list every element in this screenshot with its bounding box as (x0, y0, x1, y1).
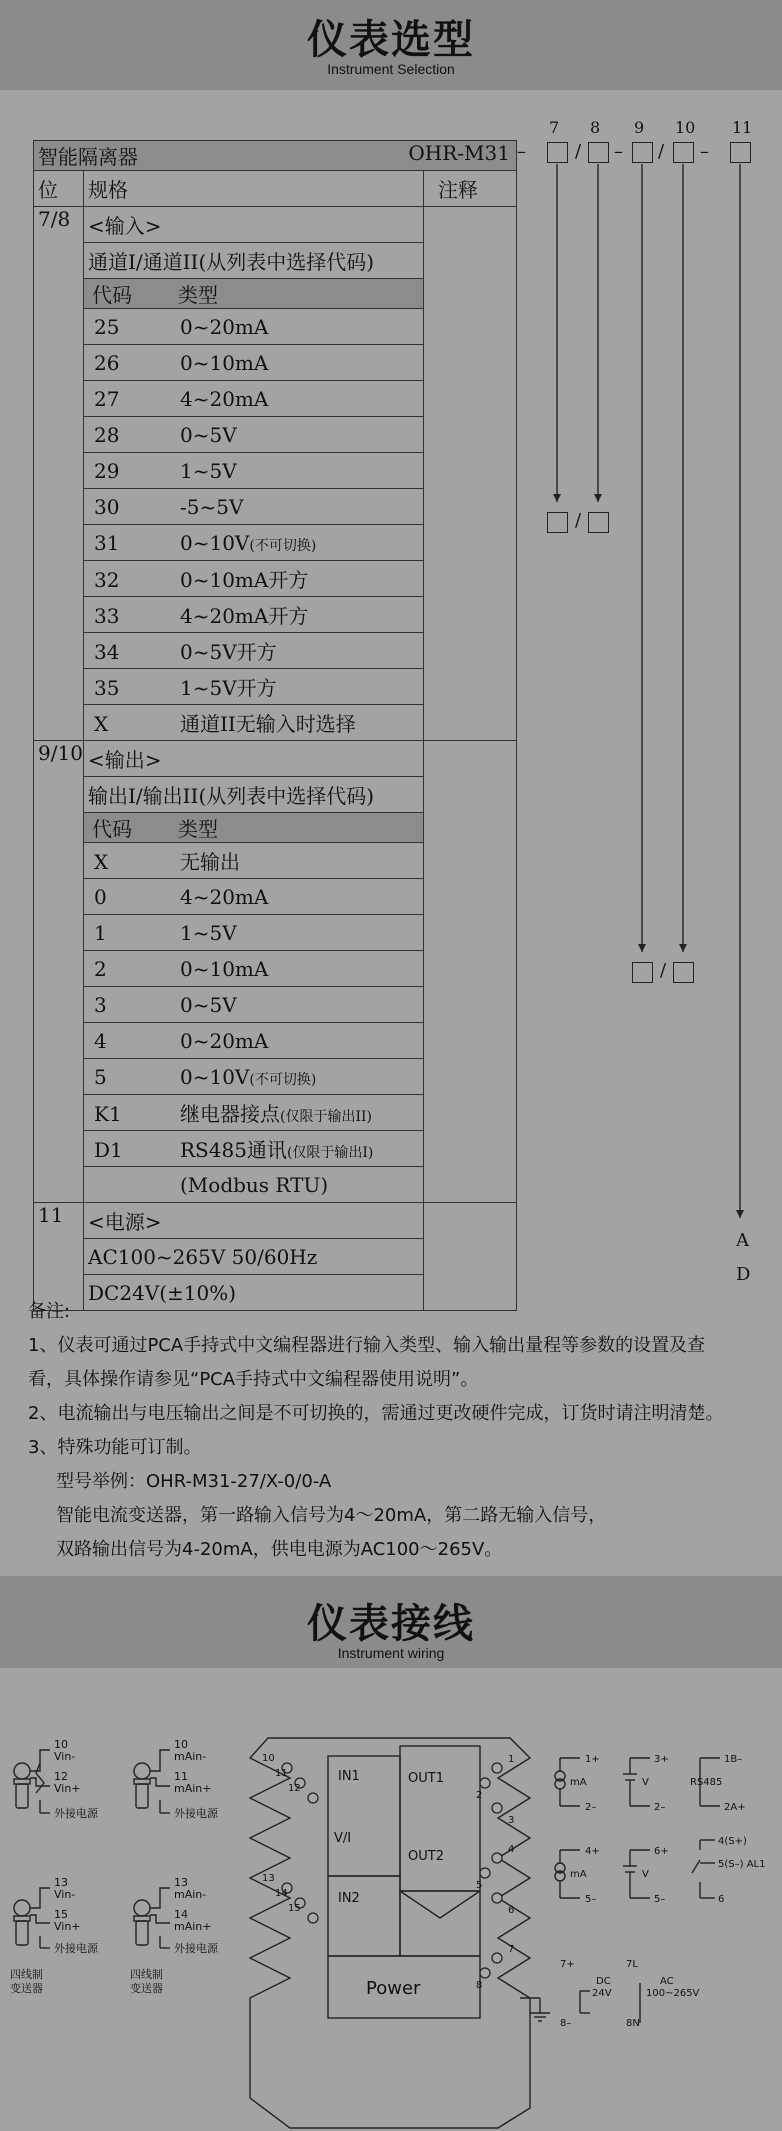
output-option-type: 1~5V (180, 920, 237, 945)
output-option-code: D1 (94, 1138, 123, 1162)
s2-t2: 11 (174, 1770, 188, 1783)
input-option-code: 32 (94, 568, 120, 592)
arrow-head (638, 944, 646, 952)
input-col-type: 类型 (178, 283, 218, 307)
out2-v-unit: V (642, 1869, 649, 1880)
s3-t2: 15 (54, 1908, 68, 1921)
input-option-code: 33 (94, 604, 120, 628)
rs485-label: RS485 (690, 1777, 723, 1788)
lt-12: 12 (288, 1783, 301, 1794)
rt-4: 4 (508, 1844, 515, 1855)
out1-ma-minus: 2– (585, 1802, 597, 1813)
input-option-type: 1~5V (180, 458, 237, 483)
rt-7: 7 (508, 1944, 515, 1955)
output-option-code: 4 (94, 1028, 107, 1053)
dash-glyph: – (517, 141, 526, 162)
dc-minus: 8– (560, 2018, 572, 2029)
sensor-icon (134, 1750, 170, 1813)
selection-title: 仪表选型 (307, 17, 475, 63)
out1-v-plus: 3+ (654, 1754, 669, 1765)
wiring-title: 仪表接线 (307, 1601, 475, 1647)
four-wire-2b: 变送器 (130, 1982, 163, 1995)
s1-t1: 10 (54, 1738, 68, 1751)
out2-v-plus: 6+ (654, 1846, 669, 1857)
arrow-head (553, 494, 561, 502)
arrow-head (679, 944, 687, 952)
example-line: 型号举例：OHR-M31-27/X-0/0-A (56, 1471, 332, 1492)
output-option-note: (仅限于输出I) (286, 1145, 374, 1161)
output-option-code: 5 (94, 1064, 107, 1089)
notes-title: 备注: (28, 1301, 71, 1322)
input-option-type: 通道II无输入时选择 (180, 712, 356, 736)
relay-b: 5(S–) AL1 (718, 1859, 766, 1870)
input-option-code: 25 (94, 314, 120, 339)
power-code-d: D (736, 1264, 751, 1285)
out2-ma-minus: 5– (585, 1894, 597, 1905)
output-pos-label: 9/10 (38, 741, 83, 765)
sensor-icon (14, 1888, 50, 1948)
s1-t2l: Vin+ (54, 1782, 81, 1795)
s1-ext: 外接电源 (54, 1807, 98, 1820)
arrow-head (736, 1210, 744, 1218)
rt-3: 3 (508, 1815, 515, 1826)
input-option-code: 34 (94, 640, 120, 664)
s1-t2: 12 (54, 1770, 68, 1783)
output-option-code: X (94, 850, 109, 874)
output-option-code: 0 (94, 884, 107, 909)
s4-t2l: mAin+ (174, 1920, 212, 1933)
label-power: Power (366, 1978, 421, 1999)
label-out2: OUT2 (408, 1849, 444, 1864)
label-vi: V/I (334, 1831, 352, 1846)
rt-2: 2 (476, 1790, 483, 1801)
power-code-a: A (736, 1230, 749, 1251)
s3-t1l: Vin- (54, 1888, 76, 1901)
dc-l2: 24V (592, 1988, 612, 1999)
output-subtitle-text: 输出I/输出II(从列表中选择代码) (88, 784, 375, 808)
output-label-text: <输出> (88, 748, 162, 772)
label-out1: OUT1 (408, 1771, 444, 1786)
dash-glyph: – (700, 141, 709, 162)
rt-6: 6 (508, 1905, 515, 1916)
ac-l1: AC (660, 1976, 674, 1987)
out2-ma-unit: mA (570, 1869, 587, 1880)
input-option-code: 26 (94, 350, 120, 375)
arrow-head (594, 494, 602, 502)
col-pos-label: 位 (38, 178, 58, 202)
ac-l2: 100~265V (646, 1988, 700, 1999)
dash-glyph: – (614, 141, 623, 162)
output-option-code: K1 (94, 1102, 122, 1126)
power-option-type: AC100~265V 50/60Hz (88, 1244, 318, 1269)
output-option-type: 无输出 (180, 850, 240, 874)
output-option-type: 0~5V (180, 992, 237, 1017)
col-spec-label: 规格 (88, 178, 128, 202)
output-col-code: 代码 (92, 817, 132, 841)
position-number: 8 (590, 118, 601, 137)
output-option-type: 0~20mA (180, 1028, 269, 1053)
position-number: 9 (634, 118, 645, 137)
input-option-type: 1~5V开方 (180, 676, 277, 700)
output-option-code: 3 (94, 992, 107, 1017)
lt-10: 10 (262, 1753, 275, 1764)
dc-l1: DC (596, 1976, 611, 1987)
s2-ext: 外接电源 (174, 1807, 218, 1820)
s2-t1: 10 (174, 1738, 188, 1751)
sensor-icon (134, 1888, 170, 1948)
dc-plus: 7+ (560, 1959, 575, 1970)
input-option-type: 0~20mA (180, 314, 269, 339)
input-option-type: 0~5V (180, 422, 237, 447)
relay-c: 6 (718, 1894, 725, 1905)
out1-ma-unit: mA (570, 1777, 587, 1788)
input-option-note: (不可切换) (249, 537, 317, 554)
output-col-type: 类型 (178, 817, 218, 841)
input-option-type: 0~10V (180, 530, 250, 555)
power-label-text: <电源> (88, 1210, 162, 1234)
input-option-code: X (94, 712, 109, 736)
output-option-type: RS485通讯 (180, 1138, 287, 1162)
rs485-b: 2A+ (724, 1802, 746, 1813)
sensor-icon (14, 1750, 50, 1813)
position-number: 7 (549, 118, 560, 137)
s4-t1l: mAin- (174, 1888, 207, 1901)
s3-t2l: Vin+ (54, 1920, 81, 1933)
input-option-type: 4~20mA (180, 386, 269, 411)
s3-t1: 13 (54, 1876, 68, 1889)
example-line: 双路输出信号为4-20mA，供电电源为AC100～265V。 (56, 1539, 503, 1560)
output-option-type: 4~20mA (180, 884, 269, 909)
note-line: 看，具体操作请参见“PCA手持式中文编程器使用说明”。 (28, 1369, 479, 1390)
out1-v-unit: V (642, 1777, 649, 1788)
output-option-type: 0~10mA (180, 956, 269, 981)
slash-glyph: / (575, 141, 582, 162)
out1-ma-plus: 1+ (585, 1754, 600, 1765)
rs485-a: 1B– (724, 1754, 743, 1765)
label-in2: IN2 (338, 1891, 360, 1906)
output-option-code: 1 (94, 920, 107, 945)
s4-t1: 13 (174, 1876, 188, 1889)
note-line: 3、特殊功能可订制。 (28, 1437, 202, 1458)
wiring-diagram (0, 1668, 782, 2131)
selection-subtitle: Instrument Selection (327, 61, 455, 77)
input-option-code: 28 (94, 422, 120, 447)
input-col-code: 代码 (92, 283, 132, 307)
input-pos-label: 7/8 (38, 207, 71, 231)
input-option-type: 0~5V开方 (180, 640, 277, 664)
input-subtitle-text: 通道I/通道II(从列表中选择代码) (88, 250, 375, 274)
rt-5: 5 (476, 1880, 483, 1891)
input-option-code: 35 (94, 676, 120, 700)
position-number: 10 (675, 118, 696, 137)
slash-glyph: / (660, 960, 667, 981)
note-line: 2、电流输出与电压输出之间是不可切换的，需通过更改硬件完成，订货时请注明清楚。 (28, 1403, 724, 1424)
slash-glyph: / (658, 141, 665, 162)
product-model: OHR-M31 (408, 141, 510, 165)
lt-15: 15 (288, 1903, 301, 1914)
s1-t1l: Vin- (54, 1750, 76, 1763)
out2-ma-plus: 4+ (585, 1846, 600, 1857)
s2-t2l: mAin+ (174, 1782, 212, 1795)
slash-glyph: / (575, 510, 582, 531)
output-option-note: (不可切换) (249, 1071, 317, 1088)
power-option-type: DC24V(±10%) (88, 1280, 237, 1305)
output-option-type: 0~10V (180, 1064, 250, 1089)
power-pos-label: 11 (38, 1203, 64, 1227)
label-in1: IN1 (338, 1769, 360, 1784)
notes (28, 1295, 768, 1567)
s3-ext: 外接电源 (54, 1942, 98, 1955)
s4-ext: 外接电源 (174, 1942, 218, 1955)
out2-v-minus: 5– (654, 1894, 666, 1905)
input-option-code: 29 (94, 458, 120, 483)
out1-v-minus: 2– (654, 1802, 666, 1813)
output-option-type: 继电器接点 (180, 1102, 280, 1126)
input-option-type: 0~10mA开方 (180, 568, 309, 592)
output-option-type: (Modbus RTU) (180, 1172, 329, 1197)
position-number: 11 (732, 118, 753, 137)
wiring-subtitle: Instrument wiring (337, 1645, 445, 1661)
input-option-code: 30 (94, 494, 120, 519)
note-line: 1、仪表可通过PCA手持式中文编程器进行输入类型、输入输出量程等参数的设置及查 (28, 1335, 706, 1356)
lt-11: 11 (275, 1768, 288, 1779)
rt-8: 8 (476, 1980, 483, 1991)
input-option-type: -5~5V (180, 494, 244, 519)
input-option-type: 4~20mA开方 (180, 604, 309, 628)
output-option-note: (仅限于输出II) (280, 1109, 372, 1125)
product-name: 智能隔离器 (38, 145, 138, 169)
ac-neutral: 8N (626, 2018, 640, 2029)
s4-t2: 14 (174, 1908, 188, 1921)
input-option-code: 31 (94, 530, 120, 555)
input-option-code: 27 (94, 386, 120, 411)
relay-a: 4(S+) (718, 1836, 747, 1847)
col-note-label: 注释 (438, 178, 478, 202)
input-label-text: <输入> (88, 214, 162, 238)
output-option-code: 2 (94, 956, 107, 981)
four-wire-1a: 四线制 (10, 1968, 43, 1981)
lt-14: 14 (275, 1888, 288, 1899)
s2-t1l: mAin- (174, 1750, 207, 1763)
four-wire-2a: 四线制 (130, 1968, 163, 1981)
wiring-banner (0, 1576, 782, 1668)
rt-1: 1 (508, 1754, 515, 1765)
lt-13: 13 (262, 1873, 275, 1884)
example-line: 智能电流变送器，第一路输入信号为4～20mA，第二路无输入信号， (56, 1505, 607, 1526)
ac-live: 7L (626, 1959, 638, 1970)
four-wire-1b: 变送器 (10, 1982, 43, 1995)
input-option-type: 0~10mA (180, 350, 269, 375)
